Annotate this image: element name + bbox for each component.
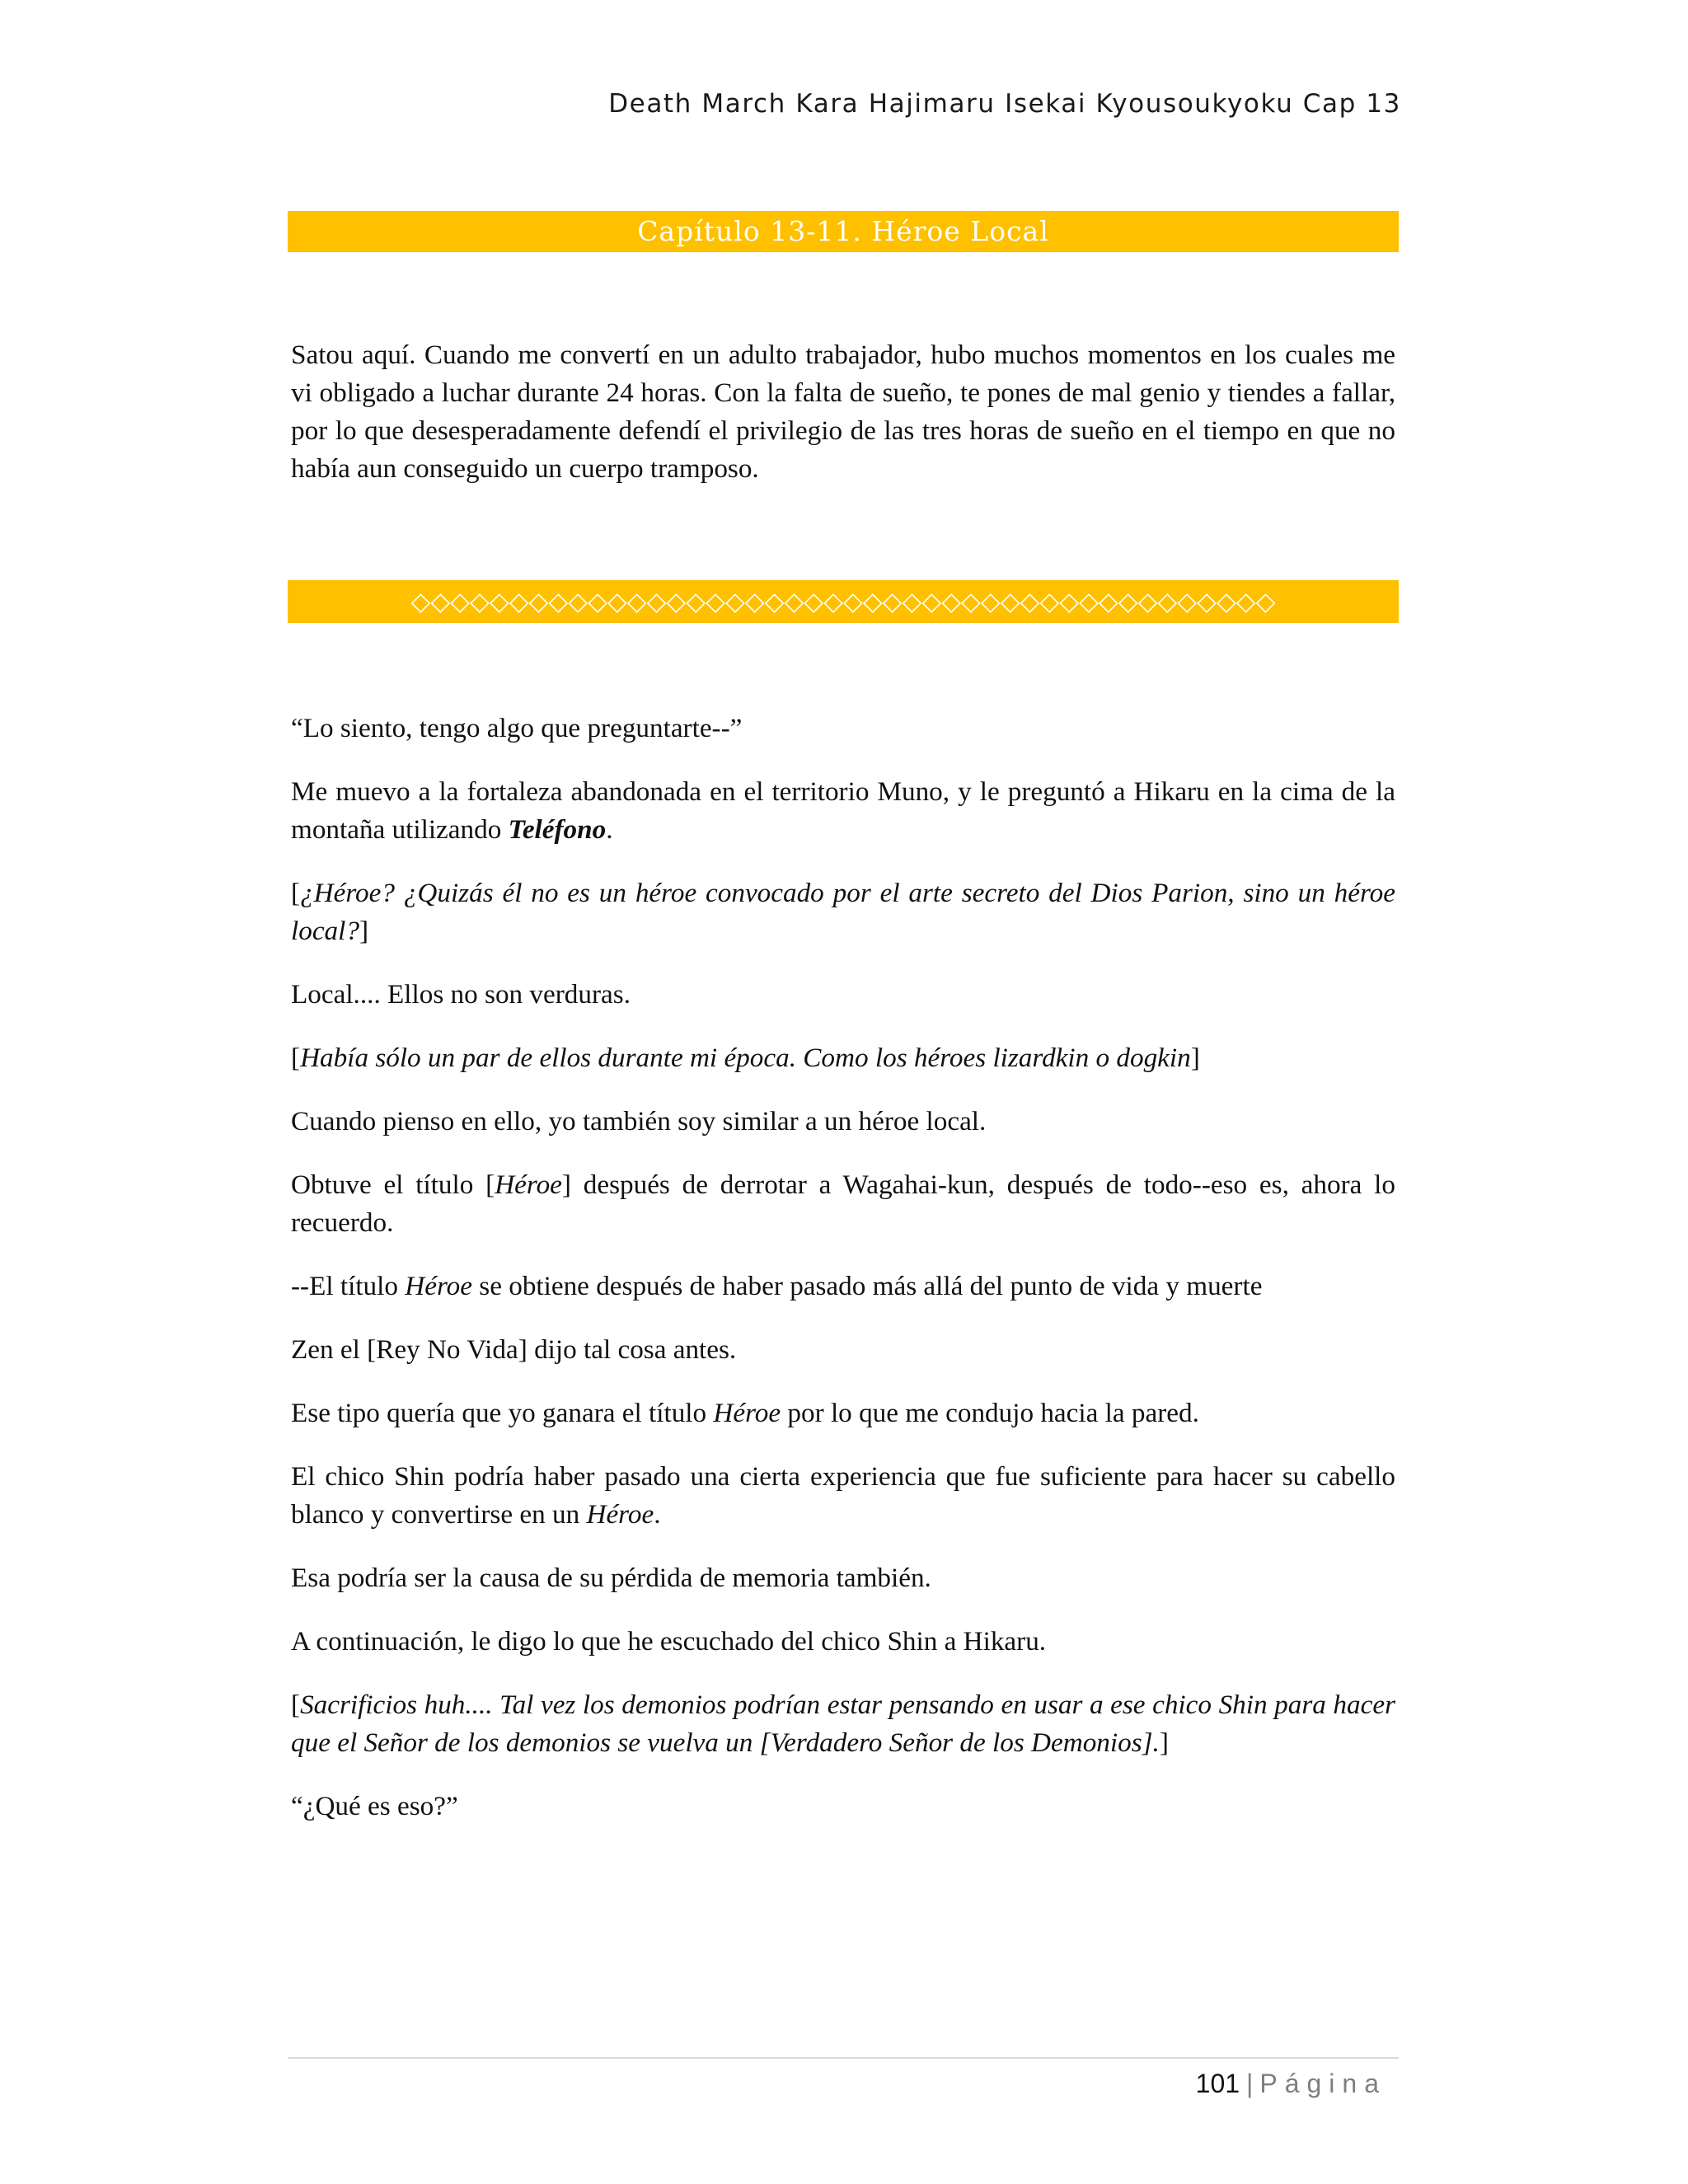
heroe-emphasis: Héroe — [713, 1398, 781, 1428]
footer-divider — [288, 2057, 1399, 2059]
running-header: Death March Kara Hajimaru Isekai Kyousoukyoku Cap 13 — [608, 89, 1401, 119]
intro-paragraph: Satou aquí. Cuando me convertí en un adulto trabajador, hubo muchos momentos en los cuales me vi obligado a luchar durante 24 horas. Con la falta de sueño, te pones de mal genio y tiendes a fallar, por lo que desesperadamente defendí el privilegio de las tres horas de sueño en el tiempo en que no había aun conseguido un cuerpo tramposo. — [291, 340, 1395, 484]
paragraph-7-end: ] después de derrotar a Wagahai-kun, después de todo--eso es, ahora lo recuerdo. — [291, 1169, 1395, 1238]
paragraph-4: Local.... Ellos no son verduras. — [291, 979, 631, 1010]
paragraph-11-end: . — [654, 1499, 661, 1530]
chapter-body — [291, 710, 1395, 1851]
paragraph-7-text: Obtuve el título [ — [291, 1169, 495, 1200]
page-footer — [1196, 2069, 1386, 2099]
paragraph-3-italic: ¿Héroe? ¿Quizás él no es un héroe convocado por el arte secreto del Dios Parion, sino un héroe local? — [291, 878, 1395, 946]
bracket-close: ] — [1159, 1727, 1169, 1758]
bracket-open: [ — [291, 1690, 301, 1720]
footer-separator: | — [1246, 2069, 1254, 2098]
paragraph-13: A continuación, le digo lo que he escuchado del chico Shin a Hikaru. — [291, 1626, 1047, 1657]
paragraph-10-end: por lo que me condujo hacia la pared. — [781, 1398, 1199, 1428]
paragraph-3 — [291, 874, 1395, 950]
bracket-open: [ — [291, 1043, 301, 1073]
paragraph-1: “Lo siento, tengo algo que preguntarte--” — [291, 713, 743, 743]
paragraph-10 — [291, 1394, 1395, 1432]
paragraph-9: Zen el [Rey No Vida] dijo tal cosa antes. — [291, 1334, 737, 1365]
paragraph-6: Cuando pienso en ello, yo también soy similar a un héroe local. — [291, 1106, 987, 1137]
telefono-emphasis: Teléfono — [508, 814, 607, 845]
heroe-emphasis: Héroe — [495, 1169, 562, 1200]
paragraph-2-end: . — [606, 814, 613, 845]
paragraph-8-end: se obtiene después de haber pasado más allá del punto de vida y muerte — [471, 1271, 1263, 1301]
bracket-close: ] — [1190, 1043, 1200, 1073]
scene-divider-bar: ◇◇◇◇◇◇◇◇◇◇◇◇◇◇◇◇◇◇◇◇◇◇◇◇◇◇◇◇◇◇◇◇◇◇◇◇◇◇◇◇◇◇◇◇ — [288, 580, 1399, 623]
chapter-title-bar: Capítulo 13-11. Héroe Local — [288, 211, 1399, 252]
paragraph-10-text: Ese tipo quería que yo ganara el título — [291, 1398, 714, 1428]
paragraph-7 — [291, 1166, 1395, 1242]
paragraph-11 — [291, 1458, 1395, 1534]
paragraph-14-italic: Sacrificios huh.... Tal vez los demonios podrían estar pensando en usar a ese chico Shin para hacer que el Señor de los demonios se vuelva un [Verdadero Señor de los Demonios]. — [291, 1690, 1395, 1758]
paragraph-8 — [291, 1268, 1395, 1305]
bracket-open: [ — [291, 878, 301, 908]
heroe-emphasis: Héroe — [586, 1499, 654, 1530]
paragraph-14 — [291, 1686, 1395, 1762]
paragraph-11-text: El chico Shin podría haber pasado una cierta experiencia que fue suficiente para hacer su cabello blanco y convertirse en un — [291, 1461, 1395, 1530]
bracket-close: ] — [359, 916, 369, 946]
paragraph-5-italic: Había sólo un par de ellos durante mi época. Como los héroes lizardkin o dogkin — [300, 1043, 1191, 1073]
page-word: Página — [1259, 2069, 1386, 2098]
paragraph-15: “¿Qué es eso?” — [291, 1791, 458, 1821]
paragraph-2 — [291, 773, 1395, 849]
paragraph-2-text: Me muevo a la fortaleza abandonada en el territorio Muno, y le preguntó a Hikaru en la cima de la montaña utilizando — [291, 776, 1395, 845]
paragraph-5 — [291, 1039, 1395, 1077]
heroe-emphasis: Héroe — [405, 1271, 472, 1301]
paragraph-8-text: --El título — [291, 1271, 406, 1301]
paragraph-12: Esa podría ser la causa de su pérdida de memoria también. — [291, 1563, 931, 1593]
intro-section — [291, 336, 1395, 513]
page-number: 101 — [1195, 2069, 1240, 2098]
